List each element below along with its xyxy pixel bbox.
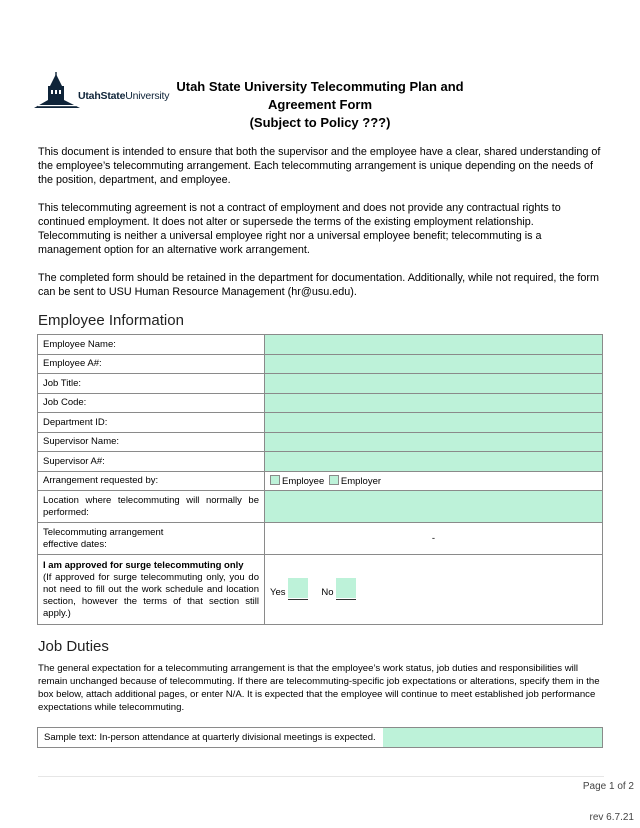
sample-text: Sample text: In-person attendance at quarterly divisional meetings is expected. (44, 732, 376, 743)
page-number: Page 1 of 2 (582, 781, 634, 792)
table-row (38, 452, 603, 472)
job-duties-fill-area (383, 728, 602, 747)
employee-checkbox[interactable] (270, 475, 280, 485)
title-line-3: (Subject to Policy ???) (249, 115, 391, 130)
dates-label-line-1: Telecommuting arrangement (43, 526, 164, 538)
title-line-1: Utah State University Telecommuting Plan and (176, 79, 464, 94)
job-code-field[interactable] (265, 394, 603, 413)
table-row (38, 355, 603, 374)
table-row (38, 523, 603, 555)
footer-divider (38, 776, 604, 777)
effective-dates-field[interactable] (265, 523, 603, 555)
table-row (38, 335, 603, 355)
field-label: Employee Name: (38, 335, 265, 355)
intro-paragraph-3: The completed form should be retained in the department for documentation. Additionally, while not required, the form can be sent to USU Human Resource Management (hr@usu.edu). (38, 272, 599, 298)
field-label: Supervisor A#: (38, 452, 265, 472)
field-label: Job Title: (38, 374, 265, 394)
revision-label: rev 6.7.21 (589, 812, 634, 823)
surge-yes-no (265, 555, 603, 625)
job-duties-heading: Job Duties (38, 638, 109, 655)
field-label: Employee A#: (38, 355, 265, 374)
table-row (38, 472, 603, 491)
yes-blank[interactable] (288, 580, 308, 600)
old-main-tower-icon (34, 72, 80, 112)
table-row (38, 491, 603, 523)
employee-info-table (37, 334, 603, 625)
table-row (38, 555, 603, 625)
dates-separator: - (431, 532, 436, 544)
employee-a-number-field[interactable] (265, 355, 603, 374)
intro-paragraph-1: This document is intended to ensure that both the supervisor and the employee have a clear, shared understanding of the employee’s telecommuting arrangement. Each telecommuting arrangement is unique depending on the needs of the position, department, and employee. (38, 146, 601, 186)
yes-label: Yes (270, 586, 286, 598)
employer-option-label: Employer (340, 475, 382, 487)
surge-label (38, 555, 265, 625)
usu-logo (34, 72, 170, 112)
field-label: Supervisor Name: (38, 433, 265, 452)
form-title (150, 78, 490, 132)
table-row (38, 394, 603, 413)
job-duties-paragraph: The general expectation for a telecommuting arrangement is that the employee’s work status, job duties and responsibilities will remain unchanged because of telecommuting. If there are telecommuting-specific job expectations or alterations, specify them in the box below, attach additional pages, or enter N/A. It is expected that the employee will continue to meet established job performance expectations while telecommuting. (38, 663, 600, 713)
table-row (38, 433, 603, 452)
supervisor-name-field[interactable] (265, 433, 603, 452)
field-label: Department ID: (38, 413, 265, 433)
job-duties-input-box[interactable] (37, 727, 603, 748)
title-line-2: Agreement Form (267, 97, 373, 112)
employer-checkbox[interactable] (329, 475, 339, 485)
department-id-field[interactable] (265, 413, 603, 433)
intro-paragraph-2: This telecommuting agreement is not a contract of employment and does not provide any contractual rights to continued employment. It does not alter or supersede the terms of the existing employment relationship. Telecommuting is neither a universal employee right nor a universal employee benefit; telecommuting is a management option for an alternative work arrangement. (38, 202, 561, 256)
table-row (38, 374, 603, 394)
field-label: Job Code: (38, 394, 265, 413)
dates-label-line-2: effective dates: (43, 538, 107, 550)
table-row (38, 413, 603, 433)
telecommuting-location-field[interactable] (265, 491, 603, 523)
job-title-field[interactable] (265, 374, 603, 394)
employee-info-heading: Employee Information (38, 312, 184, 329)
employee-name-field[interactable] (265, 335, 603, 355)
surge-label-bold: I am approved for surge telecommuting only (43, 559, 244, 571)
employee-option-label: Employee (282, 475, 325, 487)
arrangement-options (265, 472, 603, 491)
field-label: Arrangement requested by: (38, 472, 265, 491)
logo-wordmark: UtahStateUniversity (78, 90, 170, 102)
surge-label-text: (If approved for surge telecommuting only, you do not need to fill out the work schedule and location section, however the terms of that section still apply.) (43, 571, 259, 619)
supervisor-a-number-field[interactable] (265, 452, 603, 472)
field-label: Location where telecommuting will normally be performed: (38, 491, 265, 523)
no-blank[interactable] (336, 580, 356, 600)
no-label: No (321, 586, 334, 598)
field-label (38, 523, 265, 555)
